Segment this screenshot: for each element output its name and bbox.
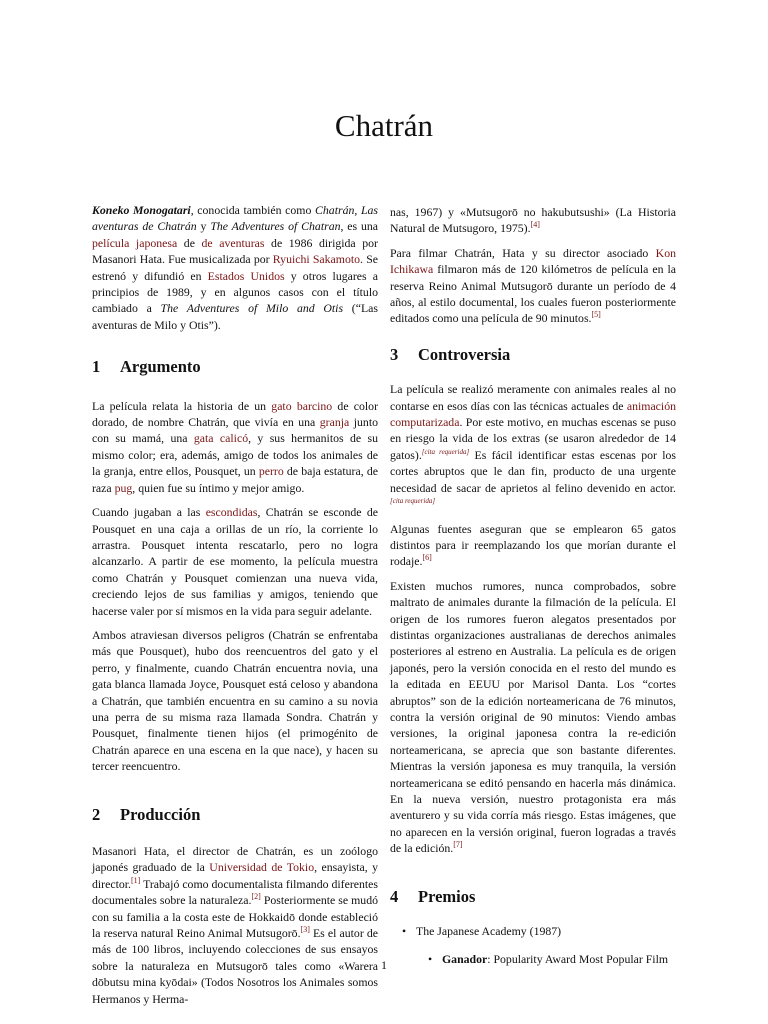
link-granja[interactable]: granja (319, 415, 350, 430)
link-escondidas[interactable]: escondidas (205, 505, 258, 520)
argumento-paragraph-1: La película relata la historia de un gato barcino de color dorado, de nombre Chatrán, que vivía en una granja junto con su mamá, una gata calicó, y sus hermanitos de su mismo color; era, además, amigo de todos los animales de la granja, entre ellos, Pousquet, un perro de baja estatura, de raza pug, quien fue su íntimo y mejor amigo. (92, 398, 378, 495)
link-animacion-computarizada[interactable]: animación computarizada (390, 398, 676, 430)
link-aventuras[interactable]: de aventuras (201, 235, 265, 250)
controversia-paragraph-1: La película se realizó meramente con animales reales al no contarse en esos días con las técnicas actuales de animación computarizada. Por este motivo, en muchas escenas se puso en riesgo la vida de los extras (se usaron alrededor de 14 gatos).[cita requerida] Es fácil identificar estas escenas por los cortes abruptos que le dan fin, producto de una urgente necesidad de sacar de aprietos al felino devenido en actor.[cita requerida] (390, 382, 676, 506)
list-item: • The Japanese Academy (1987) • Ganador: Popularity Award Most Popular Film (390, 923, 676, 968)
controversia-paragraph-3: Existen muchos rumores, nunca comprobados, sobre maltrato de animales durante la filmación de la película. El origen de los rumores fueron alegatos presentados por distintas organizaciones australianas de derechos animales posteriores al estreno en Australia. La película es de origen japonés, pero la versión conocida en el resto del mundo es la editada en EEUU por Marisol Danta. Los “cortes abruptos” son de la edición norteamericana de 76 minutos, contra la versión original de 90 minutos: Viendo ambas versiones, la original japonesa contra la re-edición norteamericana, se aprecia que son bastante diferentes. Mientras la versión japonesa es muy tranquila, la versión norteamericana se editó pensando en hacerla más dinámica. En la nueva versión, nuestro protagonista era más aventurero y su vida corría más riesgo. Estas imágenes, que no aparecen en la versión original, fueron logradas a través de la edición.[7] (390, 578, 676, 856)
controversia-paragraph-2: Algunas fuentes aseguran que se emplearon 65 gatos distintos para ir reemplazando los que morían durante el rodaje.[6] (390, 521, 676, 569)
bullet-icon: • (402, 924, 407, 939)
left-column (92, 202, 378, 1015)
heading-controversia: 3 Controversia (390, 344, 511, 364)
bullet-icon: • (428, 952, 433, 967)
cita-requerida-1[interactable]: [cita requerida] (421, 447, 470, 456)
cita-requerida-2[interactable]: [cita requerida] (390, 497, 436, 506)
link-estados-unidos[interactable]: Estados Unidos (207, 268, 285, 283)
ref-4[interactable]: [4] (530, 220, 540, 230)
link-pelicula-japonesa[interactable]: película japonesa (92, 235, 178, 250)
heading-argumento: 1 Argumento (92, 357, 201, 377)
ref-5[interactable]: [5] (591, 310, 601, 320)
ref-2[interactable]: [2] (251, 892, 261, 902)
link-gata-calico[interactable]: gata calicó (193, 431, 249, 446)
argumento-paragraph-2: Cuando jugaban a las escondidas, Chatrán se esconde de Pousquet en una caja a orillas de un río, la corriente lo arrastra. Pousquet intenta rescatarlo, pero no logra alcanzarlo. A partir de ese momento, la película muestra como Chatrán y Pousquet comienzan una nueva vida, creciendo lejos de sus familias y amigos, teniendo que hacerse valer por sí mismos en la vida para seguir adelante. (92, 505, 378, 618)
produccion-paragraph-1-cont: nas, 1967) y «Mutsugorō no hakubutsushi» (La Historia Natural de Mutsugoro, 1975).[4] (390, 205, 676, 236)
link-kon-ichikawa[interactable]: Kon Ichikawa (390, 245, 676, 277)
argumento-paragraph-3: Ambos atraviesan diversos peligros (Chatrán se enfrentaba más que Pousquet), hubo dos reencuentros del gato y el perro, y finalmente, cuando Chatrán encuentra novia, una gata blanca llamada Joyce, Pousquet está celoso y abandona a Chatrán, que también encuentra en su camino a su novia una perra de su misma raza llamada Sondra. Chatrán y Pousquet, finalmente tienen hijos (el primogénito de Chatrán aparece en una escena en la que nace), y hacen su tercer reencuentro. (92, 627, 378, 774)
ref-1[interactable]: [1] (130, 875, 141, 885)
ref-6[interactable]: [6] (422, 553, 432, 563)
link-pug[interactable]: pug (114, 480, 133, 495)
right-column (390, 204, 676, 978)
produccion-paragraph-1: Masanori Hata, el director de Chatrán, es un zoólogo japonés graduado de la Universidad de Tokio, ensayista, y director.[1] Trabajó como documentalista filmando diferentes documentales sobre la naturaleza.[2] Posteriormente se mudó con su familia a la costa este de Hokkaidō donde estableció la reserva natural Reino Animal Mutsugorō.[3] Es el autor de más de 100 libros, incluyendo colecciones de sus ensayos sobre la naturaleza en Mutsugorō tales como «Warera dōbutsu mina kyōdai» (Todos Nosotros los Animales somos Hermanos y Herma- (92, 844, 379, 1006)
heading-premios: 4 Premios (390, 886, 476, 906)
produccion-paragraph-2: Para filmar Chatrán, Hata y su director asociado Kon Ichikawa filmaron más de 120 kilómetros de película en la reserva Reino Animal Mutsugorō durante un período de 4 años, al estilo documental, los cuales fueron posteriormente editados como una película de 90 minutos.[5] (390, 245, 676, 326)
page-number: 1 (381, 958, 387, 972)
link-perro[interactable]: perro (258, 464, 284, 479)
page-title: Chatrán (334, 108, 434, 143)
link-gato-barcino[interactable]: gato barcino (271, 398, 333, 413)
list-item: • Ganador: Popularity Award Most Popular Film (428, 952, 669, 967)
link-sakamoto[interactable]: Ryuichi Sakamoto (272, 252, 361, 267)
link-universidad-tokio[interactable]: Universidad de Tokio (209, 860, 315, 875)
ref-3[interactable]: [3] (300, 925, 310, 935)
intro-paragraph: Koneko Monogatari, conocida también como Chatrán, Las aventuras de Chatrán y The Adventures of Chatran, es una película japonesa de de aventuras de 1986 dirigida por Masanori Hata. Fue musicalizada por Ryuichi Sakamoto. Se estrenó y difundió en Estados Unidos y otros lugares a principios de 1989, y en algunos casos con el título cambiado a The Adventures of Milo and Otis (“Las aventuras de Milo y Otis”). (92, 203, 379, 332)
ref-7[interactable]: [7] (453, 840, 463, 850)
heading-produccion: 2 Producción (92, 804, 201, 824)
